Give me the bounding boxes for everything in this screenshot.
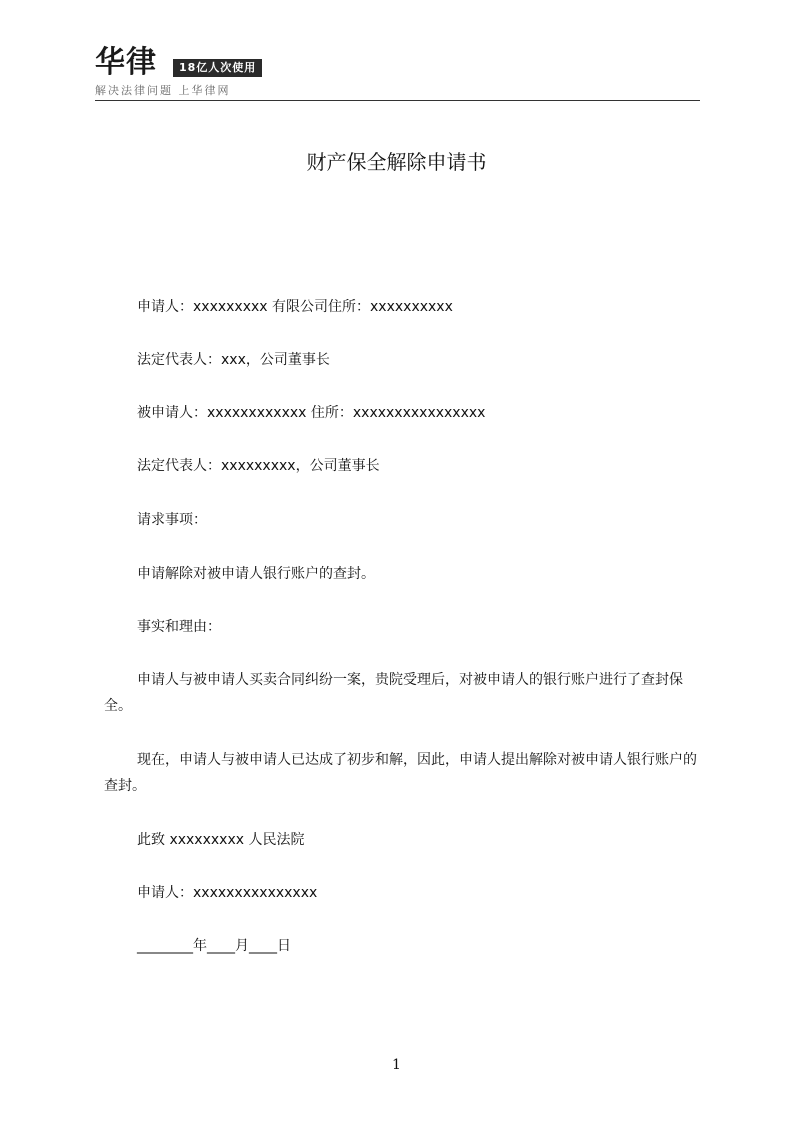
- page-number: 1: [392, 1057, 401, 1073]
- signature-line: [104, 880, 704, 906]
- document-title: 财产保全解除申请书: [306, 150, 487, 174]
- facts-heading-line: [104, 614, 704, 640]
- facts-body-1: 申请人与被申请人买卖合同纠纷一案，贵院受理后，对被申请人的银行账户进行了查封保全。: [104, 672, 683, 714]
- applicant-text: 申请人：xxxxxxxxx 有限公司住所：xxxxxxxxxx: [137, 299, 453, 315]
- signature-text: 申请人：xxxxxxxxxxxxxxx: [137, 885, 318, 901]
- respondent-text: 被申请人：xxxxxxxxxxxx 住所：xxxxxxxxxxxxxxxx: [137, 405, 486, 421]
- date-text: ________年____月____日: [137, 938, 291, 954]
- addressee-line: [104, 827, 704, 853]
- logo-badge: 18亿人次使用: [173, 59, 262, 77]
- applicant-rep-line: [104, 347, 704, 373]
- addressee-text: 此致 xxxxxxxxx 人民法院: [137, 832, 305, 848]
- respondent-rep-line: [104, 453, 704, 479]
- respondent-line: [104, 400, 704, 426]
- request-heading-line: [104, 507, 704, 533]
- logo-text: 华律: [95, 45, 157, 80]
- applicant-rep-text: 法定代表人：xxx，公司董事长: [137, 352, 330, 368]
- facts-body-2: 现在，申请人与被申请人已达成了初步和解，因此，申请人提出解除对被申请人银行账户的查封。: [104, 752, 697, 794]
- applicant-line: [104, 294, 704, 320]
- request-body: 申请解除对被申请人银行账户的查封。: [137, 566, 375, 582]
- request-heading: 请求事项：: [137, 512, 207, 528]
- respondent-rep-text: 法定代表人：xxxxxxxxx，公司董事长: [137, 458, 380, 474]
- facts-heading: 事实和理由：: [137, 619, 221, 635]
- request-body-line: [104, 561, 704, 587]
- logo-slogan: 解决法律问题 上华律网: [95, 84, 231, 97]
- site-header: [95, 44, 700, 102]
- date-line: [104, 933, 704, 959]
- header-divider: [95, 100, 700, 101]
